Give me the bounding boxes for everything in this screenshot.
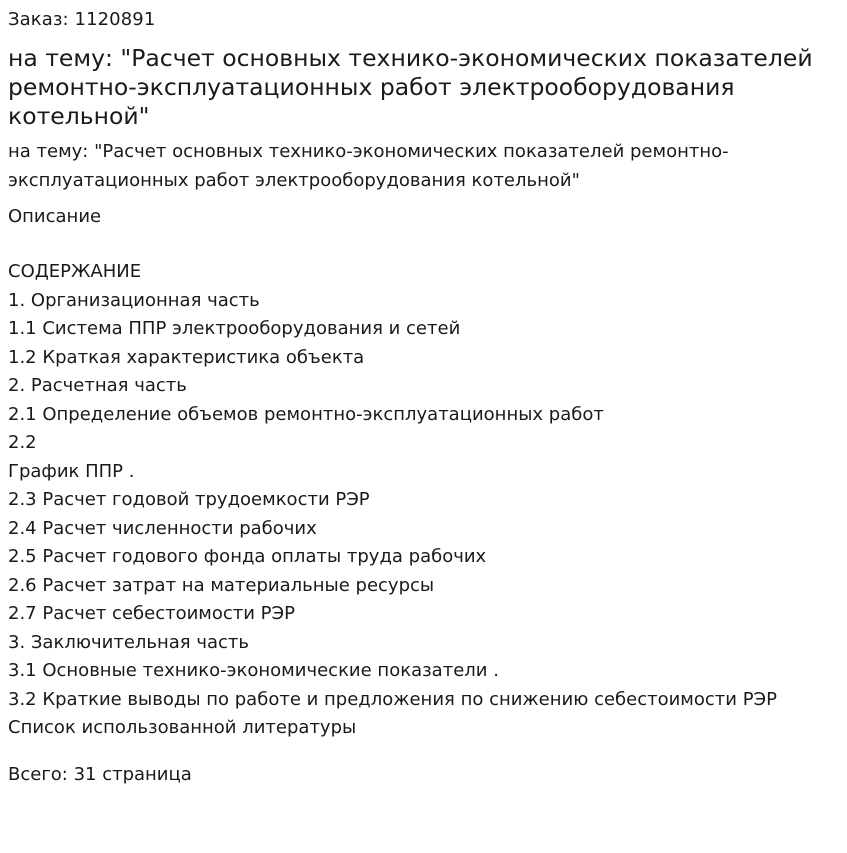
toc-item: 1.1 Система ППР электрооборудования и сетей [8, 318, 461, 339]
toc-item: 3.1 Основные технико-экономические показатели . [8, 660, 499, 681]
table-of-contents [8, 287, 839, 743]
toc-item: Список использованной литературы [8, 717, 357, 738]
toc-item: 2.3 Расчет годовой трудоемкости РЭР [8, 489, 370, 510]
order-number: Заказ: 1120891 [8, 9, 156, 30]
table-of-contents-title: СОДЕРЖАНИЕ [8, 261, 142, 282]
toc-item: 2. Расчетная часть [8, 375, 187, 396]
document-title: на тему: "Расчет основных технико-экономических показателей ремонтно-эксплуатационных работ электрооборудования котельной" [8, 44, 813, 130]
toc-item: 2.4 Расчет численности рабочих [8, 517, 317, 539]
toc-item: График ППР . [8, 460, 135, 482]
toc-item: 2.1 Определение объемов ремонтно-эксплуатационных работ [8, 403, 604, 425]
toc-item: 2.5 Расчет годового фонда оплаты труда рабочих [8, 546, 487, 567]
toc-item: 2.2 [8, 432, 37, 453]
toc-item: 1.2 Краткая характеристика объекта [8, 346, 365, 368]
toc-item: 1. Организационная часть [8, 289, 260, 311]
toc-item: 3.2 Краткие выводы по работе и предложения по снижению себестоимости РЭР [8, 688, 777, 710]
toc-item: 2.6 Расчет затрат на материальные ресурсы [8, 574, 435, 596]
document-subtitle: на тему: "Расчет основных технико-экономических показателей ремонтно-эксплуатационных работ электрооборудования котельной" [8, 141, 729, 191]
toc-item: 3. Заключительная часть [8, 631, 250, 653]
toc-item: 2.7 Расчет себестоимости РЭР [8, 603, 295, 624]
description-label: Описание [8, 206, 102, 227]
total-pages: Всего: 31 страница [8, 763, 192, 785]
